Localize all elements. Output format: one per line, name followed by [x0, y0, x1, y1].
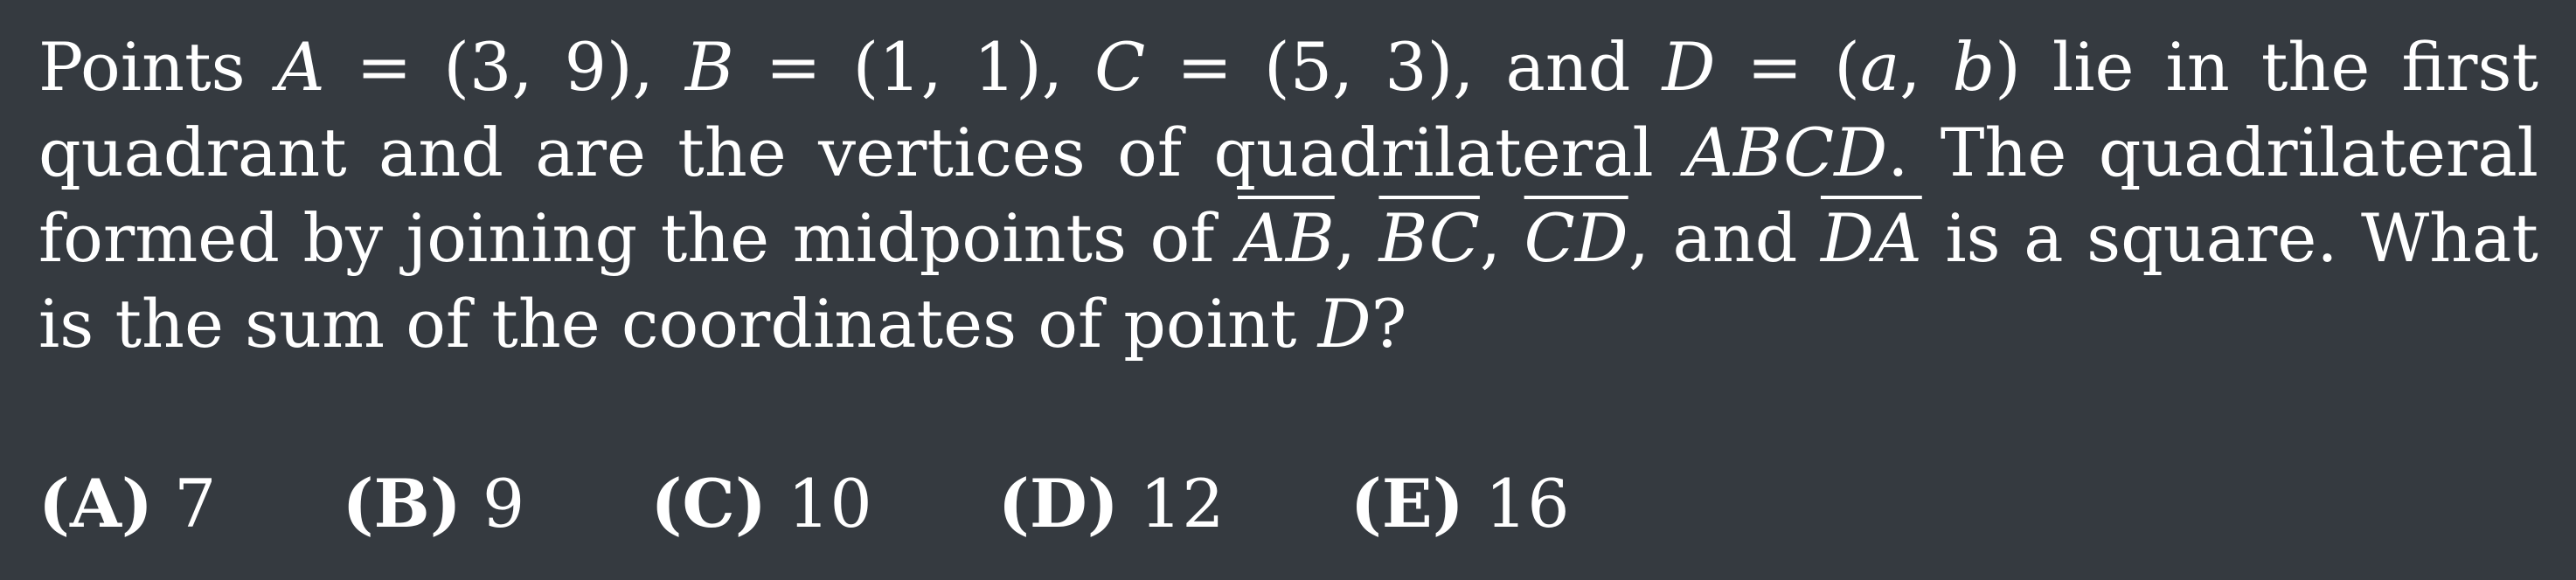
- choice-c[interactable]: [650, 461, 871, 547]
- segment-da: $\overline{DA}$: [1820, 199, 1922, 277]
- text-run: Points: [38, 28, 277, 106]
- math-var: B: [684, 28, 734, 106]
- choice-e[interactable]: [1350, 461, 1570, 547]
- choice-value: 9: [482, 465, 525, 542]
- segment-cd: $\overline{CD}$: [1524, 199, 1628, 277]
- math-var: A: [276, 28, 325, 106]
- text-run: = (5, 3), and: [1145, 28, 1663, 106]
- segment-ab: $\overline{AB}$: [1238, 199, 1335, 277]
- math-var: D: [1662, 28, 1716, 106]
- choice-value: 16: [1484, 465, 1570, 542]
- choice-a[interactable]: [38, 461, 216, 547]
- choice-value: 7: [174, 465, 217, 542]
- answer-choices: [38, 461, 1675, 547]
- text-run: . The quadrilateral formed by joining the midpoints of: [38, 114, 2538, 277]
- text-run: , and: [1628, 199, 1821, 277]
- text-run: = (1, 1),: [733, 28, 1095, 106]
- problem-text: [38, 24, 2538, 367]
- choice-b[interactable]: [343, 461, 525, 547]
- math-var: D: [1317, 285, 1371, 362]
- text-run: ) lie in the first quadrant and are the vertices of quadrilateral: [38, 28, 2538, 191]
- text-run: = (3, 9),: [324, 28, 685, 106]
- choice-letter: (E): [1350, 465, 1464, 542]
- choice-letter: (B): [342, 465, 462, 542]
- segment-bc: $\overline{BC}$: [1378, 199, 1480, 277]
- math-var: a: [1859, 28, 1900, 106]
- text-run: ,: [1479, 199, 1524, 277]
- math-var: ABCD: [1684, 114, 1888, 191]
- choice-letter: (A): [38, 465, 153, 542]
- choice-value: 12: [1139, 465, 1225, 542]
- text-run: is a square. What is the sum of the coordinates of point: [38, 199, 2538, 362]
- choice-letter: (D): [997, 465, 1119, 542]
- text-run: ?: [1371, 285, 1407, 362]
- choice-letter: (C): [650, 465, 767, 542]
- math-var: b: [1952, 28, 1996, 106]
- choice-d[interactable]: [998, 461, 1225, 547]
- text-run: = (: [1715, 28, 1860, 106]
- math-var: C: [1094, 28, 1146, 106]
- text-run: ,: [1334, 199, 1379, 277]
- text-run: ,: [1899, 28, 1953, 106]
- choice-value: 10: [788, 465, 872, 542]
